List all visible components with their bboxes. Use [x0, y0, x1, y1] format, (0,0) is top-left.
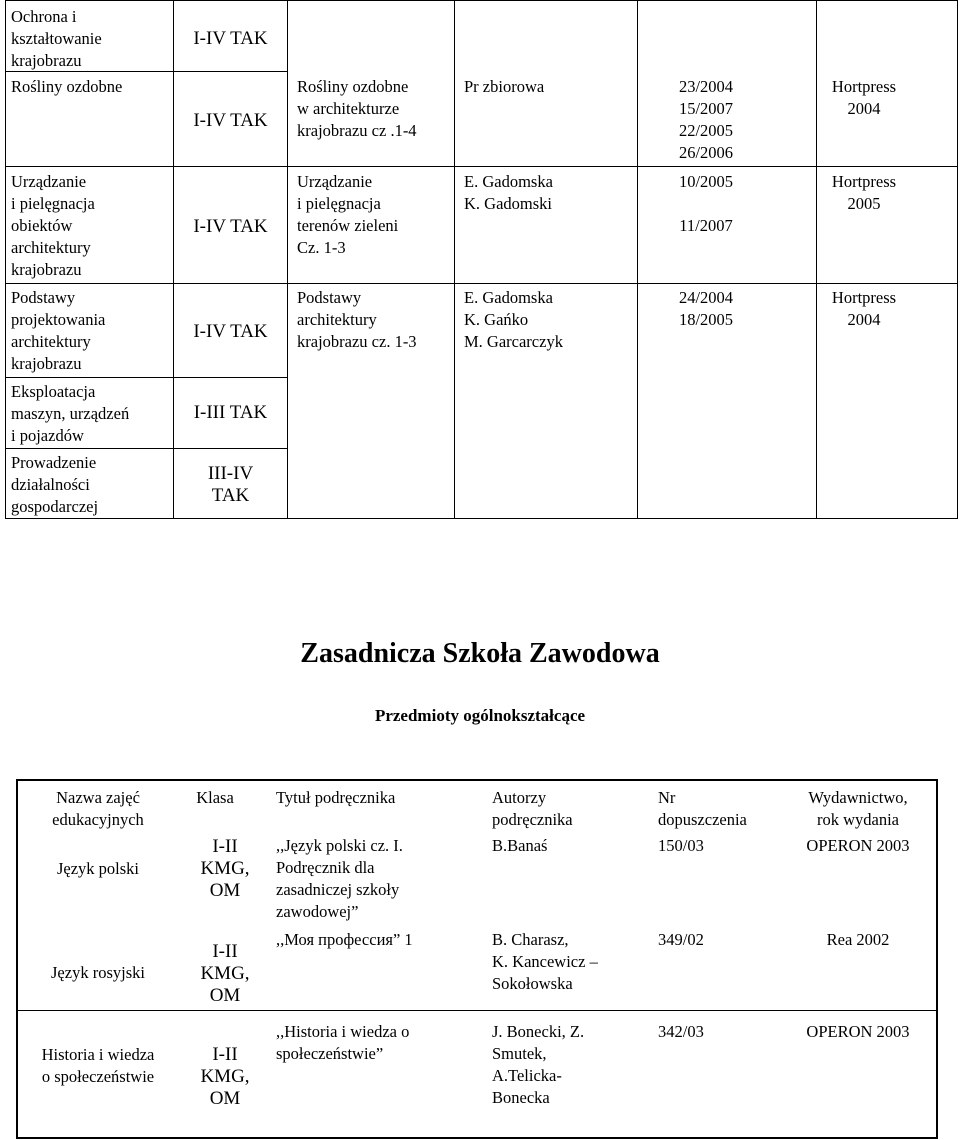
class-cell: I-IV TAK: [193, 110, 268, 131]
table-row-authors: B.Banaś: [492, 836, 548, 855]
column-header-subject: Nazwa zajęć edukacyjnych: [52, 788, 144, 829]
subject-cell: Prowadzenie działalności gospodarczej: [11, 453, 99, 516]
book-title-cell: Podstawy architektury krajobrazu cz. 1-3: [297, 288, 417, 351]
grid-line: [957, 0, 958, 519]
class-cell: III-IV TAK: [207, 463, 254, 506]
table-row-publisher: OPERON 2003: [806, 1022, 910, 1041]
author-cell: Pr zbiorowa: [464, 77, 545, 96]
table-row-title: ,,Język polski cz. I. Podręcznik dla zasadniczej szkoły zawodowej”: [276, 836, 403, 921]
table-row-number: 349/02: [658, 930, 704, 949]
column-header-publisher: Wydawnictwo, rok wydania: [808, 788, 908, 829]
author-cell: E. Gadomska K. Gańko M. Garcarczyk: [464, 288, 563, 351]
approval-number-cell: 10/2005 11/2007: [678, 172, 734, 235]
table-row-subject: Język rosyjski: [51, 963, 145, 982]
grid-line: [5, 518, 958, 519]
book-title-cell: Urządzanie i pielęgnacja terenów zieleni Cz. 1-3: [297, 172, 399, 257]
column-header-title: Tytuł podręcznika: [276, 788, 396, 807]
grid-line: [5, 377, 287, 378]
table-row-class: I-II KMG, OM: [200, 836, 250, 901]
table-row-authors: B. Charasz, K. Kancewicz – Sokołowska: [492, 930, 598, 993]
publisher-cell: Hortpress 2004: [831, 77, 897, 118]
grid-line: [5, 0, 958, 1]
book-title-cell: Rośliny ozdobne w architekturze krajobrazu cz .1-4: [297, 77, 417, 140]
class-cell: I-IV TAK: [193, 321, 268, 342]
table-row-subject: Historia i wiedza o społeczeństwie: [41, 1045, 155, 1086]
subject-cell: Eksploatacja maszyn, urządzeń i pojazdów: [11, 382, 130, 445]
approval-number-cell: 24/2004 18/2005: [678, 288, 734, 329]
grid-line: [5, 448, 287, 449]
publisher-cell: Hortpress 2005: [831, 172, 897, 213]
section-subtitle: Przedmioty ogólnokształcące: [374, 706, 586, 725]
table-row-class: I-II KMG, OM: [200, 941, 250, 1006]
subject-cell: Ochrona i kształtowanie krajobrazu: [11, 7, 102, 70]
publisher-cell: Hortpress 2004: [831, 288, 897, 329]
grid-line: [287, 0, 288, 519]
table-border: [16, 1137, 938, 1139]
table-row-title: ,,Historia i wiedza o społeczeństwie”: [276, 1022, 410, 1063]
grid-line: [5, 166, 958, 167]
table-row-authors: J. Bonecki, Z. Smutek, A.Telicka- Bonecka: [492, 1022, 585, 1107]
section-title: Zasadnicza Szkoła Zawodowa: [300, 638, 660, 669]
row-divider: [16, 1010, 938, 1011]
table-row-class: I-II KMG, OM: [200, 1044, 250, 1109]
table-row-number: 342/03: [658, 1022, 704, 1041]
column-header-authors: Autorzy podręcznika: [492, 788, 573, 829]
grid-line: [5, 283, 958, 284]
column-header-number: Nr dopuszczenia: [658, 788, 747, 829]
table-row-publisher: OPERON 2003: [806, 836, 910, 855]
table-row-number: 150/03: [658, 836, 704, 855]
grid-line: [5, 0, 6, 519]
author-cell: E. Gadomska K. Gadomski: [464, 172, 553, 213]
subject-cell: Rośliny ozdobne: [11, 77, 123, 96]
grid-line: [173, 0, 174, 519]
table-row-publisher: Rea 2002: [826, 930, 890, 949]
table-border: [936, 779, 938, 1139]
class-cell: I-IV TAK: [193, 28, 268, 49]
class-cell: I-III TAK: [193, 402, 268, 423]
class-cell: I-IV TAK: [193, 216, 268, 237]
table-row-subject: Język polski: [56, 859, 140, 878]
approval-number-cell: 23/2004 15/2007 22/2005 26/2006: [678, 77, 734, 162]
column-header-class: Klasa: [196, 788, 234, 807]
subject-cell: Urządzanie i pielęgnacja obiektów architektury krajobrazu: [11, 172, 95, 279]
table-border: [16, 779, 938, 781]
grid-line: [454, 0, 455, 519]
table-row-title: ,,Моя профессия” 1: [276, 930, 413, 949]
subject-cell: Podstawy projektowania architektury krajobrazu: [11, 288, 106, 373]
